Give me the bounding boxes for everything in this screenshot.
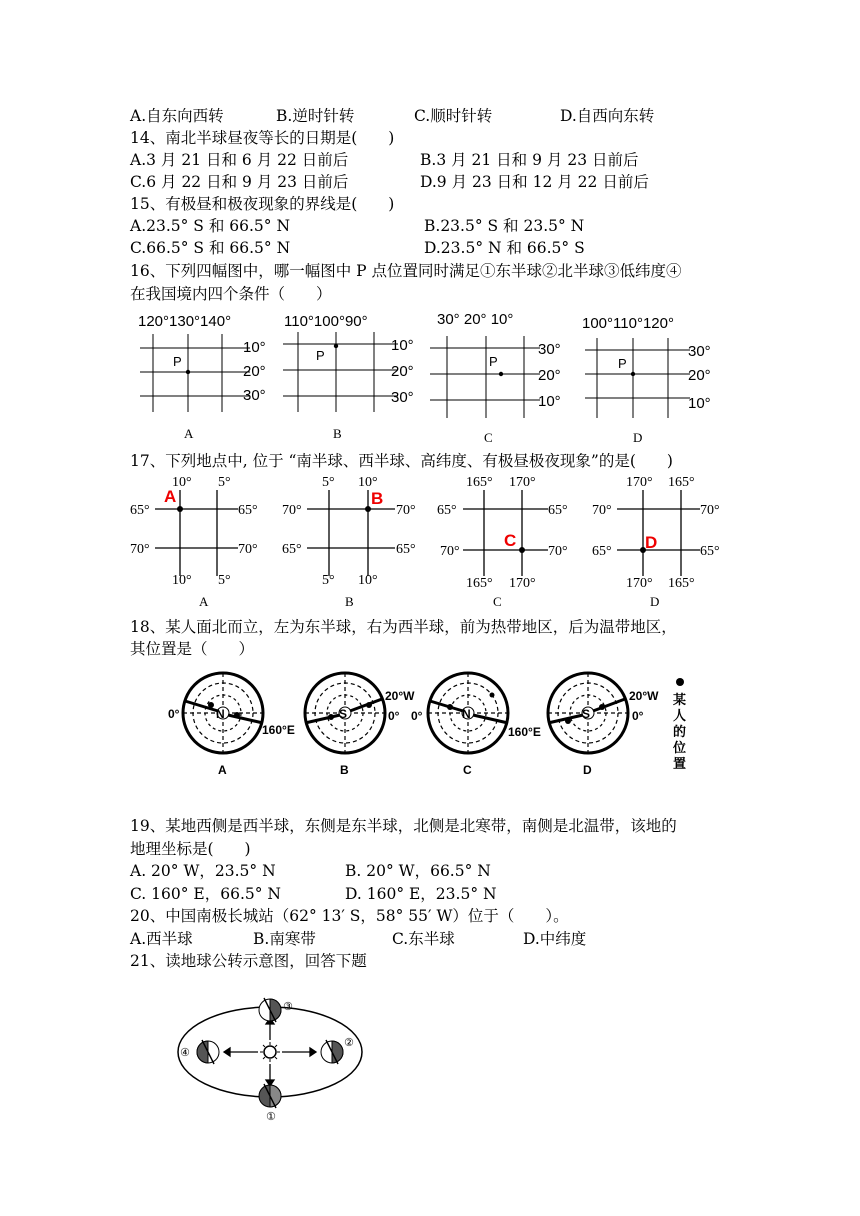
q17-a-bottom2: 5° xyxy=(218,573,231,588)
q20-option-b: B.南寒带 xyxy=(253,930,316,948)
q16-d-lat1: 30° xyxy=(688,343,711,360)
q16-d-lat3: 10° xyxy=(688,395,711,412)
q17-c-bottom1: 165° xyxy=(466,576,493,591)
q18-figures xyxy=(0,660,860,780)
q19-option-d: D. 160° E，23.5° N xyxy=(345,885,497,903)
q17-a-left2: 70° xyxy=(130,542,150,557)
q17-a-right2: 70° xyxy=(238,542,258,557)
q20-option-c: C.东半球 xyxy=(392,930,455,948)
earth-position-4-icon xyxy=(197,1040,219,1064)
q16-b-lat1: 10° xyxy=(391,337,414,354)
q20-option-a: A.西半球 xyxy=(130,930,193,948)
q17-b-top1: 5° xyxy=(322,475,335,490)
q16-a-top-label: 120°130°140° xyxy=(138,313,232,330)
q18-legend-char1: 某 xyxy=(673,692,687,707)
q18-b-label2: 0° xyxy=(388,709,400,723)
q17-c-bottom2: 170° xyxy=(509,576,536,591)
q17-stem: 17、下列地点中, 位于 “南半球、西半球、高纬度、有极昼极夜现象”的是( ) xyxy=(130,452,673,470)
q16-a-lat3: 30° xyxy=(243,387,266,404)
sun-icon xyxy=(260,1042,280,1062)
q17-d-bottom1: 170° xyxy=(626,576,653,591)
q16-c-point: P xyxy=(489,354,498,369)
q17-b-bottom2: 10° xyxy=(358,573,378,588)
q17-d-point: D xyxy=(645,533,658,552)
q13-option-a: A.自东向西转 xyxy=(130,107,224,125)
q18-legend-char4: 位 xyxy=(673,740,687,755)
q17-b-right1: 70° xyxy=(396,503,416,518)
q18-c-label1: 0° xyxy=(411,709,423,723)
q17-d-caption: D xyxy=(650,594,660,609)
q16-c-top-label: 30° 20° 10° xyxy=(437,311,514,328)
q16-b-caption: B xyxy=(333,426,342,441)
q18-stem-line2: 其位置是（ ） xyxy=(130,640,255,658)
q21-stem: 21、读地球公转示意图，回答下题 xyxy=(130,952,367,970)
q19-option-c: C. 160° E，66.5° N xyxy=(130,885,281,903)
q16-figures xyxy=(0,300,860,450)
q17-c-point: C xyxy=(504,531,517,550)
q17-c-left1: 65° xyxy=(437,503,457,518)
q15-option-b: B.23.5° S 和 23.5° N xyxy=(424,217,585,235)
q18-a-label1: 0° xyxy=(168,707,180,721)
q16-c-lat3: 10° xyxy=(538,393,561,410)
q21-orbit-diagram xyxy=(170,992,370,1122)
q18-legend-char2: 人 xyxy=(673,708,687,723)
q14-option-a: A.3 月 21 日和 6 月 22 日前后 xyxy=(130,151,349,169)
q15-option-a: A.23.5° S 和 66.5° N xyxy=(130,217,291,235)
q16-c-caption: C xyxy=(484,430,493,445)
q18-a-caption: A xyxy=(218,763,227,777)
q18-d-pole: S xyxy=(582,707,591,721)
q19-option-b: B. 20° W，66.5° N xyxy=(345,862,491,880)
q17-a-right1: 65° xyxy=(238,503,258,518)
q13-option-b: B.逆时针转 xyxy=(276,107,355,125)
q16-c-lat1: 30° xyxy=(538,341,561,358)
q17-c-top1: 165° xyxy=(466,475,493,490)
q17-a-bottom1: 10° xyxy=(172,573,192,588)
q14-option-b: B.3 月 21 日和 9 月 23 日前后 xyxy=(420,151,639,169)
q14-stem: 14、南北半球昼夜等长的日期是( ) xyxy=(130,129,395,147)
q17-d-top1: 170° xyxy=(626,475,653,490)
q19-option-a: A. 20° W，23.5° N xyxy=(130,862,276,880)
q17-figures xyxy=(0,468,860,616)
q17-d-left1: 70° xyxy=(592,503,612,518)
q14-option-d: D.9 月 23 日和 12 月 22 日前后 xyxy=(420,173,649,191)
q18-d-label2: 0° xyxy=(632,709,644,723)
q17-c-right2: 70° xyxy=(548,544,568,559)
q19-stem-line1: 19、某地西侧是西半球，东侧是东半球，北侧是北寒带，南侧是北温带，该地的 xyxy=(130,817,677,835)
q17-d-right1: 70° xyxy=(700,503,720,518)
q17-b-right2: 65° xyxy=(396,542,416,557)
q13-option-d: D.自西向东转 xyxy=(560,107,655,125)
q17-c-right1: 65° xyxy=(548,503,568,518)
q18-b-pole: S xyxy=(339,707,348,721)
q18-b-label1: 20°W xyxy=(385,689,415,703)
earth-position-3-icon xyxy=(259,998,281,1022)
q18-legend-dot xyxy=(676,678,684,686)
q16-stem-line1: 16、下列四幅图中，哪一幅图中 P 点位置同时满足①东半球②北半球③低纬度④ xyxy=(130,262,682,280)
earth-position-1-icon xyxy=(259,1084,281,1108)
q16-d-top-label: 100°110°120° xyxy=(582,315,674,332)
q16-stem-line2: 在我国境内四个条件（ ） xyxy=(130,285,332,303)
q17-b-left1: 70° xyxy=(282,503,302,518)
q17-c-top2: 170° xyxy=(509,475,536,490)
q16-b-lat3: 30° xyxy=(391,389,414,406)
q18-stem-line1: 18、某人面北而立，左为东半球，右为西半球，前为热带地区，后为温带地区， xyxy=(130,618,677,636)
q17-a-point: A xyxy=(164,487,177,506)
q19-stem-line2: 地理坐标是( ) xyxy=(130,840,251,858)
q16-b-lat2: 20° xyxy=(391,363,414,380)
q17-b-left2: 65° xyxy=(282,542,302,557)
q21-pos4-label: ④ xyxy=(180,1047,190,1059)
q14-option-c: C.6 月 22 日和 9 月 23 日前后 xyxy=(130,173,349,191)
q17-d-left2: 65° xyxy=(592,544,612,559)
q17-a-left1: 65° xyxy=(130,503,150,518)
q17-b-caption: B xyxy=(345,594,354,609)
q16-c-lat2: 20° xyxy=(538,367,561,384)
q20-option-d: D.中纬度 xyxy=(523,930,587,948)
q17-a-caption: A xyxy=(199,594,209,609)
q17-b-bottom1: 5° xyxy=(322,573,335,588)
q17-d-top2: 165° xyxy=(668,475,695,490)
q18-legend-char5: 置 xyxy=(673,756,687,771)
q18-b-caption: B xyxy=(340,763,349,777)
q17-b-point: B xyxy=(371,489,384,508)
q18-a-pole: N xyxy=(216,707,225,721)
q17-a-top1: 10° xyxy=(172,475,192,490)
q16-d-caption: D xyxy=(633,430,643,445)
q21-pos1-label: ① xyxy=(266,1111,276,1122)
q17-c-caption: C xyxy=(493,594,502,609)
q20-stem: 20、中国南极长城站（62° 13′ S，58° 55′ W）位于（ ）。 xyxy=(130,907,569,925)
q17-d-bottom2: 165° xyxy=(668,576,695,591)
q13-option-c: C.顺时针转 xyxy=(414,107,493,125)
q21-pos3-label: ③ xyxy=(283,1001,293,1013)
q18-legend-char3: 的 xyxy=(673,724,687,739)
q16-a-lat1: 10° xyxy=(243,339,266,356)
q16-a-lat2: 20° xyxy=(243,363,266,380)
q15-option-d: D.23.5° N 和 66.5° S xyxy=(424,239,585,257)
q17-b-top2: 10° xyxy=(358,475,378,490)
q15-option-c: C.66.5° S 和 66.5° N xyxy=(130,239,291,257)
q15-stem: 15、有极昼和极夜现象的界线是( ) xyxy=(130,195,395,213)
q16-a-caption: A xyxy=(184,426,194,441)
q16-a-point: P xyxy=(173,354,182,369)
q18-c-label2: 160°E xyxy=(508,725,541,739)
q18-a-label2: 160°E xyxy=(262,723,295,737)
q18-c-pole: N xyxy=(462,707,471,721)
q18-c-caption: C xyxy=(463,763,472,777)
q17-d-right2: 65° xyxy=(700,544,720,559)
earth-position-2-icon xyxy=(321,1040,343,1064)
q17-a-top2: 5° xyxy=(218,475,231,490)
q18-d-caption: D xyxy=(583,763,592,777)
q16-d-point: P xyxy=(618,356,627,371)
q18-d-label1: 20°W xyxy=(629,689,659,703)
q17-c-left2: 70° xyxy=(440,544,460,559)
q16-b-top-label: 110°100°90° xyxy=(284,313,368,330)
q21-pos2-label: ② xyxy=(344,1037,354,1049)
q16-b-point: P xyxy=(316,348,325,363)
q16-d-lat2: 20° xyxy=(688,367,711,384)
